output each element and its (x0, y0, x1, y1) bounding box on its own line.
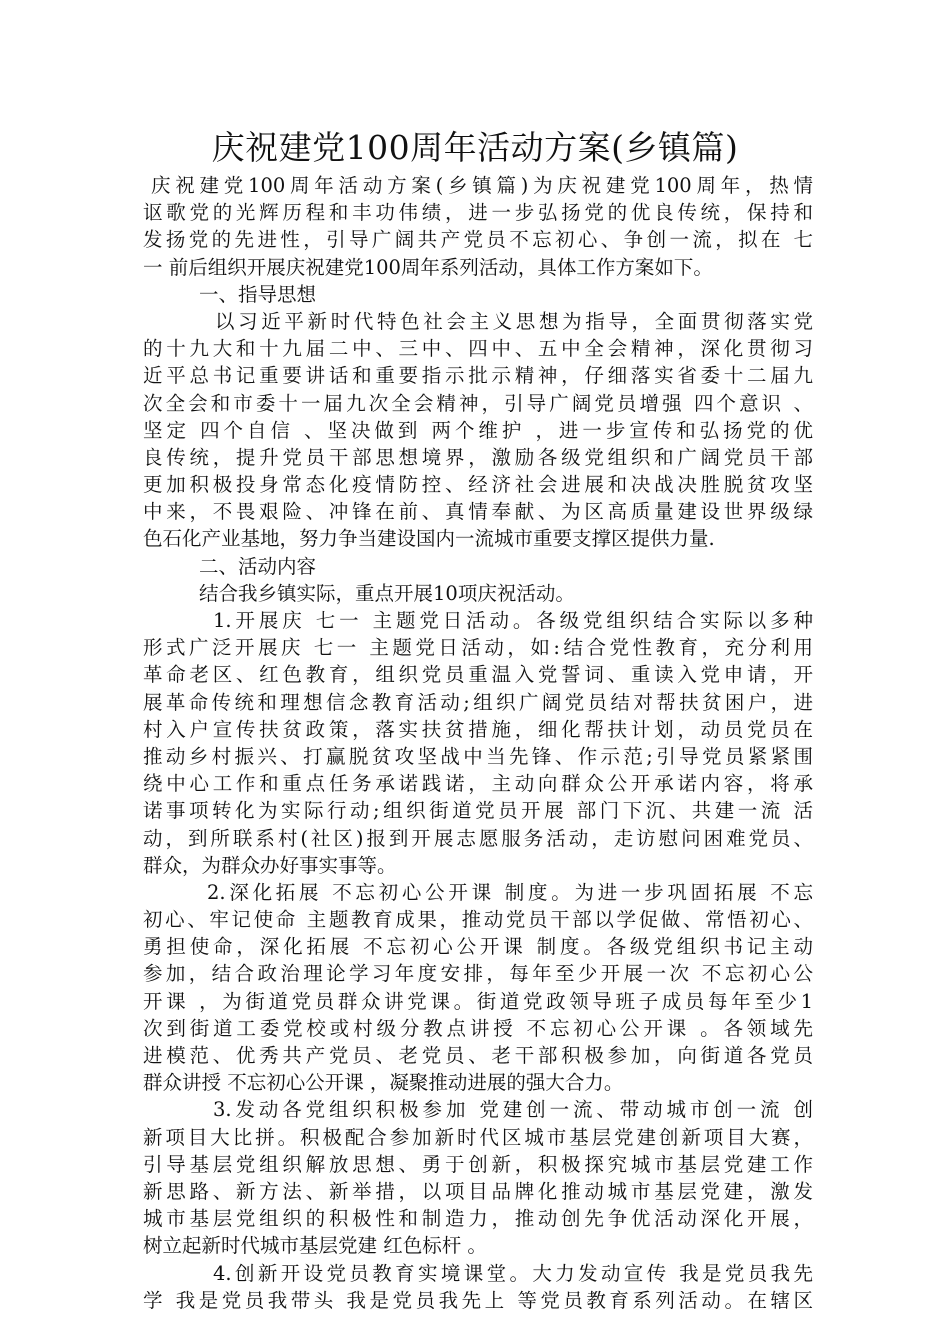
section-heading: 一、指导思想 (199, 282, 317, 306)
document-title: 庆祝建党100周年活动方案(乡镇篇) (211, 128, 739, 167)
paragraph-line: 村入户宣传扶贫政策，落实扶贫措施，细化帮扶计划，动员党员在 (143, 717, 813, 741)
paragraph-line: 开课 ，为街道党员群众讲党课。街道党政领导班子成员每年至少1 (143, 989, 813, 1013)
paragraph-line: 发扬党的先进性，引导广阔共产党员不忘初心、争创一流，拟在 七 (143, 228, 813, 252)
document-body (143, 172, 813, 1314)
paragraph-line: 一 前后组织开展庆祝建党100周年系列活动，具体工作方案如下。 (143, 255, 713, 279)
paragraph-line: 坚定 四个自信 、坚决做到 两个维护 ，进一步宣传和弘扬党的优 (143, 418, 813, 442)
paragraph-line: 色石化产业基地，努力争当建设国内一流城市重要支撑区提供力量. (143, 527, 715, 551)
paragraph-line: 近平总书记重要讲话和重要指示批示精神，仔细落实省委十二届九 (143, 364, 813, 388)
paragraph-line: 讴歌党的光辉历程和丰功伟绩，进一步弘扬党的优良传统，保持和 (143, 201, 813, 225)
paragraph-line: 良传统，提升党员干部思想境界，激励各级党组织和广阔党员干部 (143, 445, 813, 469)
paragraph-line: 3.发动各党组织积极参加 党建创一流、带动城市创一流 创 (213, 1098, 813, 1122)
paragraph-line: 推动乡村振兴、打赢脱贫攻坚战中当先锋、作示范;引导党员紧紧围 (143, 744, 813, 768)
paragraph-line: 1.开展庆 七一 主题党日活动。各级党组织结合实际以多种 (213, 609, 813, 632)
paragraph-line: 城市基层党组织的积极性和制造力，推动创先争优活动深化开展， (143, 1207, 813, 1231)
paragraph-line: 更加积极投身常态化疫情防控、经济社会进展和决战决胜脱贫攻坚 (143, 473, 813, 497)
paragraph-line: 诺事项转化为实际行动;组织街道党员开展 部门下沉、共建一流 活 (143, 799, 813, 823)
paragraph-line: 动，到所联系村(社区)报到开展志愿服务活动，走访慰问困难党员、 (143, 826, 813, 850)
paragraph-line: 次到街道工委党校或村级分教点讲授 不忘初心公开课 。各领域先 (143, 1016, 813, 1040)
paragraph-line: 革命老区、红色教育，组织党员重温入党誓词、重读入党申请，开 (143, 663, 813, 687)
paragraph-line: 新思路、新方法、新举措，以项目品牌化推动城市基层党建，激发 (143, 1179, 813, 1203)
paragraph-line: 4.创新开设党员教育实境课堂。大力发动宣传 我是党员我先 (213, 1261, 813, 1285)
paragraph-line: 次全会和市委十一届九次全会精神，引导广阔党员增强 四个意识 、 (143, 391, 813, 415)
paragraph-line: 的十九大和十九届二中、三中、四中、五中全会精神，深化贯彻习 (143, 337, 813, 361)
section-heading: 二、活动内容 (199, 554, 317, 578)
paragraph-line: 树立起新时代城市基层党建 红色标杆 。 (143, 1234, 487, 1258)
paragraph-line: 2.深化拓展 不忘初心公开课 制度。为进一步巩固拓展 不忘 (207, 880, 813, 904)
paragraph-line: 勇担使命，深化拓展 不忘初心公开课 制度。各级党组织书记主动 (143, 935, 813, 959)
paragraph-line: 中来，不畏艰险、冲锋在前、真情奉献、为区高质量建设世界级绿 (143, 500, 813, 524)
paragraph-line: 结合我乡镇实际，重点开展10项庆祝活动。 (199, 581, 575, 605)
paragraph-line: 形式广泛开展庆 七一 主题党日活动，如:结合党性教育，充分利用 (143, 636, 813, 660)
paragraph-line: 绕中心工作和重点任务承诺践诺，主动向群众公开承诺内容，将承 (143, 772, 813, 796)
paragraph-line: 进模范、优秀共产党员、老党员、老干部积极参加，向街道各党员 (143, 1044, 813, 1067)
paragraph-line: 庆祝建党100周年活动方案(乡镇篇)为庆祝建党100周年，热情 (151, 174, 813, 197)
paragraph-line: 参加，结合政治理论学习年度安排，每年至少开展一次 不忘初心公 (143, 962, 813, 986)
paragraph-line: 新项目大比拼。积极配合参加新时代区城市基层党建创新项目大赛， (143, 1125, 813, 1149)
paragraph-line: 引导基层党组织解放思想、勇于创新，积极探究城市基层党建工作 (143, 1152, 813, 1176)
paragraph-line: 群众，为群众办好事实事等。 (143, 853, 397, 877)
paragraph-line: 初心、牢记使命 主题教育成果，推动党员干部以学促做、常悟初心、 (143, 908, 813, 932)
paragraph-line: 展革命传统和理想信念教育活动;组织广阔党员结对帮扶贫困户，进 (143, 690, 813, 714)
paragraph-line: 以习近平新时代特色社会主义思想为指导，全面贯彻落实党 (215, 309, 813, 333)
paragraph-line: 群众讲授 不忘初心公开课 ，凝聚推动进展的强大合力。 (143, 1071, 624, 1095)
paragraph-line: 学 我是党员我带头 我是党员我先上 等党员教育系列活动。在辖区 (143, 1288, 813, 1312)
